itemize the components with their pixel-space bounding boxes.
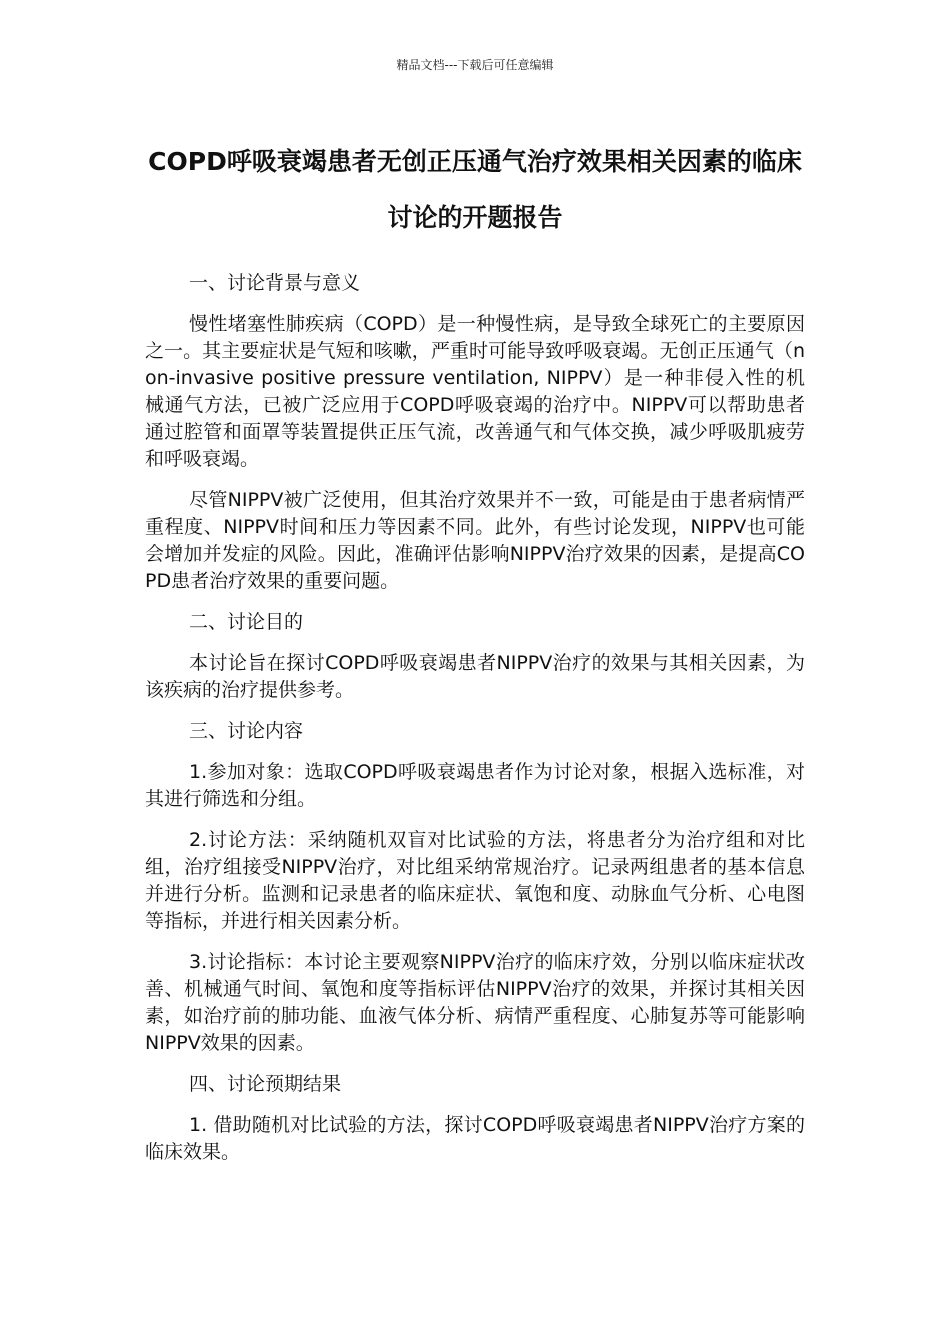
paragraph-background-2: 尽管NIPPV被广泛使用，但其治疗效果并不一致，可能是由于患者病情严重程度、NIPPV时间和压力等因素不同。此外，有些讨论发现，NIPPV也可能会增加并发症的风险。因此，准确评估影响NIPPV治疗效果的因素，是提高COPD患者治疗效果的重要问题。: [145, 489, 805, 592]
section-heading-purpose: 二、讨论目的: [189, 611, 304, 633]
section-heading-content: 三、讨论内容: [189, 720, 304, 742]
paragraph-content-3: 3.讨论指标：本讨论主要观察NIPPV治疗的临床疗效，分别以临床症状改善、机械通气时间、氧饱和度等指标评估NIPPV治疗的效果，并探讨其相关因素，如治疗前的肺功能、血液气体分析、病情严重程度、心肺复苏等可能影响NIPPV效果的因素。: [145, 951, 805, 1054]
paragraph-content-1: 1.参加对象：选取COPD呼吸衰竭患者作为讨论对象，根据入选标准，对其进行筛选和分组。: [145, 761, 805, 810]
page-header-note: 精品文档---下载后可任意编辑: [396, 58, 554, 72]
section-heading-expected-results: 四、讨论预期结果: [189, 1073, 342, 1095]
document-title: COPD呼吸衰竭患者无创正压通气治疗效果相关因素的临床讨论的开题报告: [148, 147, 802, 232]
paragraph-purpose-1: 本讨论旨在探讨COPD呼吸衰竭患者NIPPV治疗的效果与其相关因素，为该疾病的治疗提供参考。: [145, 652, 805, 701]
paragraph-expected-results-1: 1. 借助随机对比试验的方法，探讨COPD呼吸衰竭患者NIPPV治疗方案的临床效果。: [145, 1114, 805, 1163]
document-body: [145, 270, 805, 1180]
paragraph-content-2: 2.讨论方法：采纳随机双盲对比试验的方法，将患者分为治疗组和对比组，治疗组接受NIPPV治疗，对比组采纳常规治疗。记录两组患者的基本信息并进行分析。监测和记录患者的临床症状、氧饱和度、动脉血气分析、心电图等指标，并进行相关因素分析。: [145, 829, 805, 932]
section-heading-background: 一、讨论背景与意义: [189, 272, 361, 294]
paragraph-background-1: 慢性堵塞性肺疾病（COPD）是一种慢性病，是导致全球死亡的主要原因之一。其主要症状是气短和咳嗽，严重时可能导致呼吸衰竭。无创正压通气（non-invasive positive pressure ventilation, NIPPV）是一种非侵入性的机械通气方法，已被广泛应用于COPD呼吸衰竭的治疗中。NIPPV可以帮助患者通过腔管和面罩等装置提供正压气流，改善通气和气体交换，减少呼吸肌疲劳和呼吸衰竭。: [145, 313, 805, 470]
